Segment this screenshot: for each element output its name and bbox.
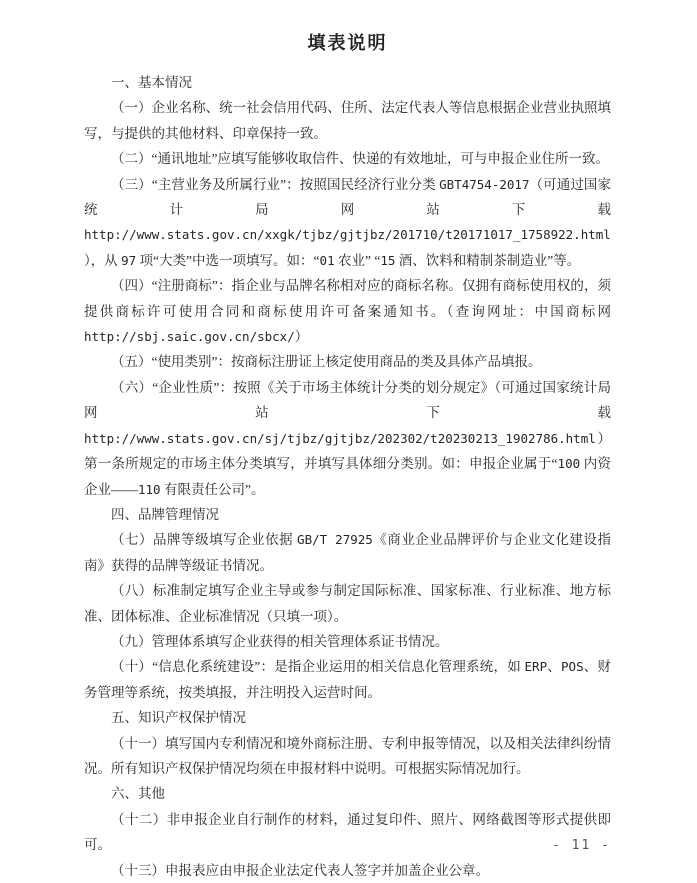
paragraph <box>84 527 611 578</box>
text-run-latin: 15 <box>380 252 396 268</box>
text-run: ）第一条所规定的市场主体分类填写，并填写具体细分类别。如：申报企业属于“ <box>84 430 611 472</box>
text-run-latin: ERP <box>524 659 548 675</box>
paragraph <box>84 629 611 654</box>
text-run: 农业” “ <box>334 252 381 268</box>
paragraph <box>84 273 611 349</box>
paragraph <box>84 95 611 146</box>
text-run: （十二）非申报企业自行制作的材料，通过复印件、照片、网络截图等形式提供即可。 <box>84 811 611 853</box>
text-run: （十）“信息化系统建设”：是指企业运用的相关信息化管理系统，如 <box>111 659 525 675</box>
text-run: 内资企业—— <box>84 456 612 497</box>
text-run-latin: 97 <box>121 252 137 268</box>
section-heading <box>84 70 611 95</box>
text-run: （五）“使用类别”：按商标注册证上核定使用商品的类及具体产品填报。 <box>111 354 542 370</box>
text-run: （八）标准制定填写企业主导或参与制定国际标准、国家标准、行业标准、地方标准、团体标准、企业标准情况（只填一项）。 <box>84 583 611 624</box>
text-run-latin: 01 <box>319 252 335 268</box>
text-run: ），从 <box>84 252 122 268</box>
paragraph <box>84 375 611 502</box>
text-run: （一）企业名称、统一社会信用代码、住所、法定代表人等信息根据企业营业执照填写，与提供的其他材料、印章保持一致。 <box>84 100 611 141</box>
text-run: （十一）填写国内专利情况和境外商标注册、专利申报等情况，以及相关法律纠纷情况。所有知识产权保护情况均须在申报材料中说明。可根据实际情况加行。 <box>84 735 611 776</box>
text-run: （七）品牌等级填写企业依据 <box>111 532 298 548</box>
text-run: 六、其他 <box>111 786 165 802</box>
paragraph <box>84 172 611 274</box>
text-run: （可通过国家统计局网站下载 <box>84 176 611 218</box>
text-run-latin: GBT4754-2017 <box>439 176 530 192</box>
text-run: （十三）申报表应由申报企业法定代表人签字并加盖企业公章。 <box>111 862 489 878</box>
text-run-latin: http://www.stats.gov.cn/sj/tjbz/gjtjbz/202302/t20230213_1902786.html <box>84 430 596 446</box>
text-run: （四）“注册商标”：指企业与品牌名称相对应的商标名称。仅拥有商标使用权的，须提供商标许可使用合同和商标使用许可备案通知书。（查询网址：中国商标网 <box>84 278 611 319</box>
text-run-latin: http://sbj.saic.gov.cn/sbcx/ <box>84 329 295 345</box>
text-run-latin: 110 <box>138 481 161 497</box>
text-run: （九）管理体系填写企业获得的相关管理体系证书情况。 <box>111 633 449 649</box>
document-body <box>84 70 611 883</box>
paragraph <box>84 858 611 883</box>
text-run: 、 <box>547 659 562 675</box>
text-run: 《商业企业品牌评价与企业文化建设指南》获得的品牌等级证书情况。 <box>84 532 612 573</box>
text-run-latin: POS <box>561 659 584 675</box>
text-run: 一、基本情况 <box>111 75 192 90</box>
paragraph <box>84 578 611 629</box>
text-run-latin: GB/T 27925 <box>297 532 373 548</box>
text-run: ） <box>294 329 309 345</box>
page-number: - 11 - <box>552 838 611 853</box>
text-run: （六）“企业性质”：按照《关于市场主体统计分类的划分规定》（可通过国家统计局网站下载 <box>84 379 611 421</box>
text-run-latin: http://www.stats.gov.cn/xxgk/tjbz/gjtjbz/201710/t20171017_1758922.html <box>84 227 611 243</box>
document-content <box>84 30 611 883</box>
text-run: 酒、饮料和精制茶制造业”等。 <box>395 252 581 268</box>
section-heading <box>84 705 611 730</box>
text-run: 五、知识产权保护情况 <box>111 710 246 726</box>
text-run: 四、品牌管理情况 <box>111 506 219 522</box>
text-run: 、财务管理等系统，按类填报，并注明投入运营时间。 <box>84 659 612 700</box>
paragraph <box>84 731 611 782</box>
text-run: 有限责任公司”。 <box>160 481 265 497</box>
text-run: （二）“通讯地址”应填写能够收取信件、快递的有效地址，可与申报企业住所一致。 <box>111 151 609 167</box>
text-run-latin: 100 <box>557 456 581 472</box>
paragraph <box>84 146 611 171</box>
text-run: 项“大类”中选一项填写。如：“ <box>136 252 320 268</box>
paragraph <box>84 349 611 374</box>
text-run: （三）“主营业务及所属行业”：按照国民经济行业分类 <box>111 176 440 192</box>
section-heading <box>84 781 611 806</box>
paragraph <box>84 654 611 705</box>
section-heading <box>84 502 611 527</box>
page-title: 填表说明 <box>307 33 388 53</box>
